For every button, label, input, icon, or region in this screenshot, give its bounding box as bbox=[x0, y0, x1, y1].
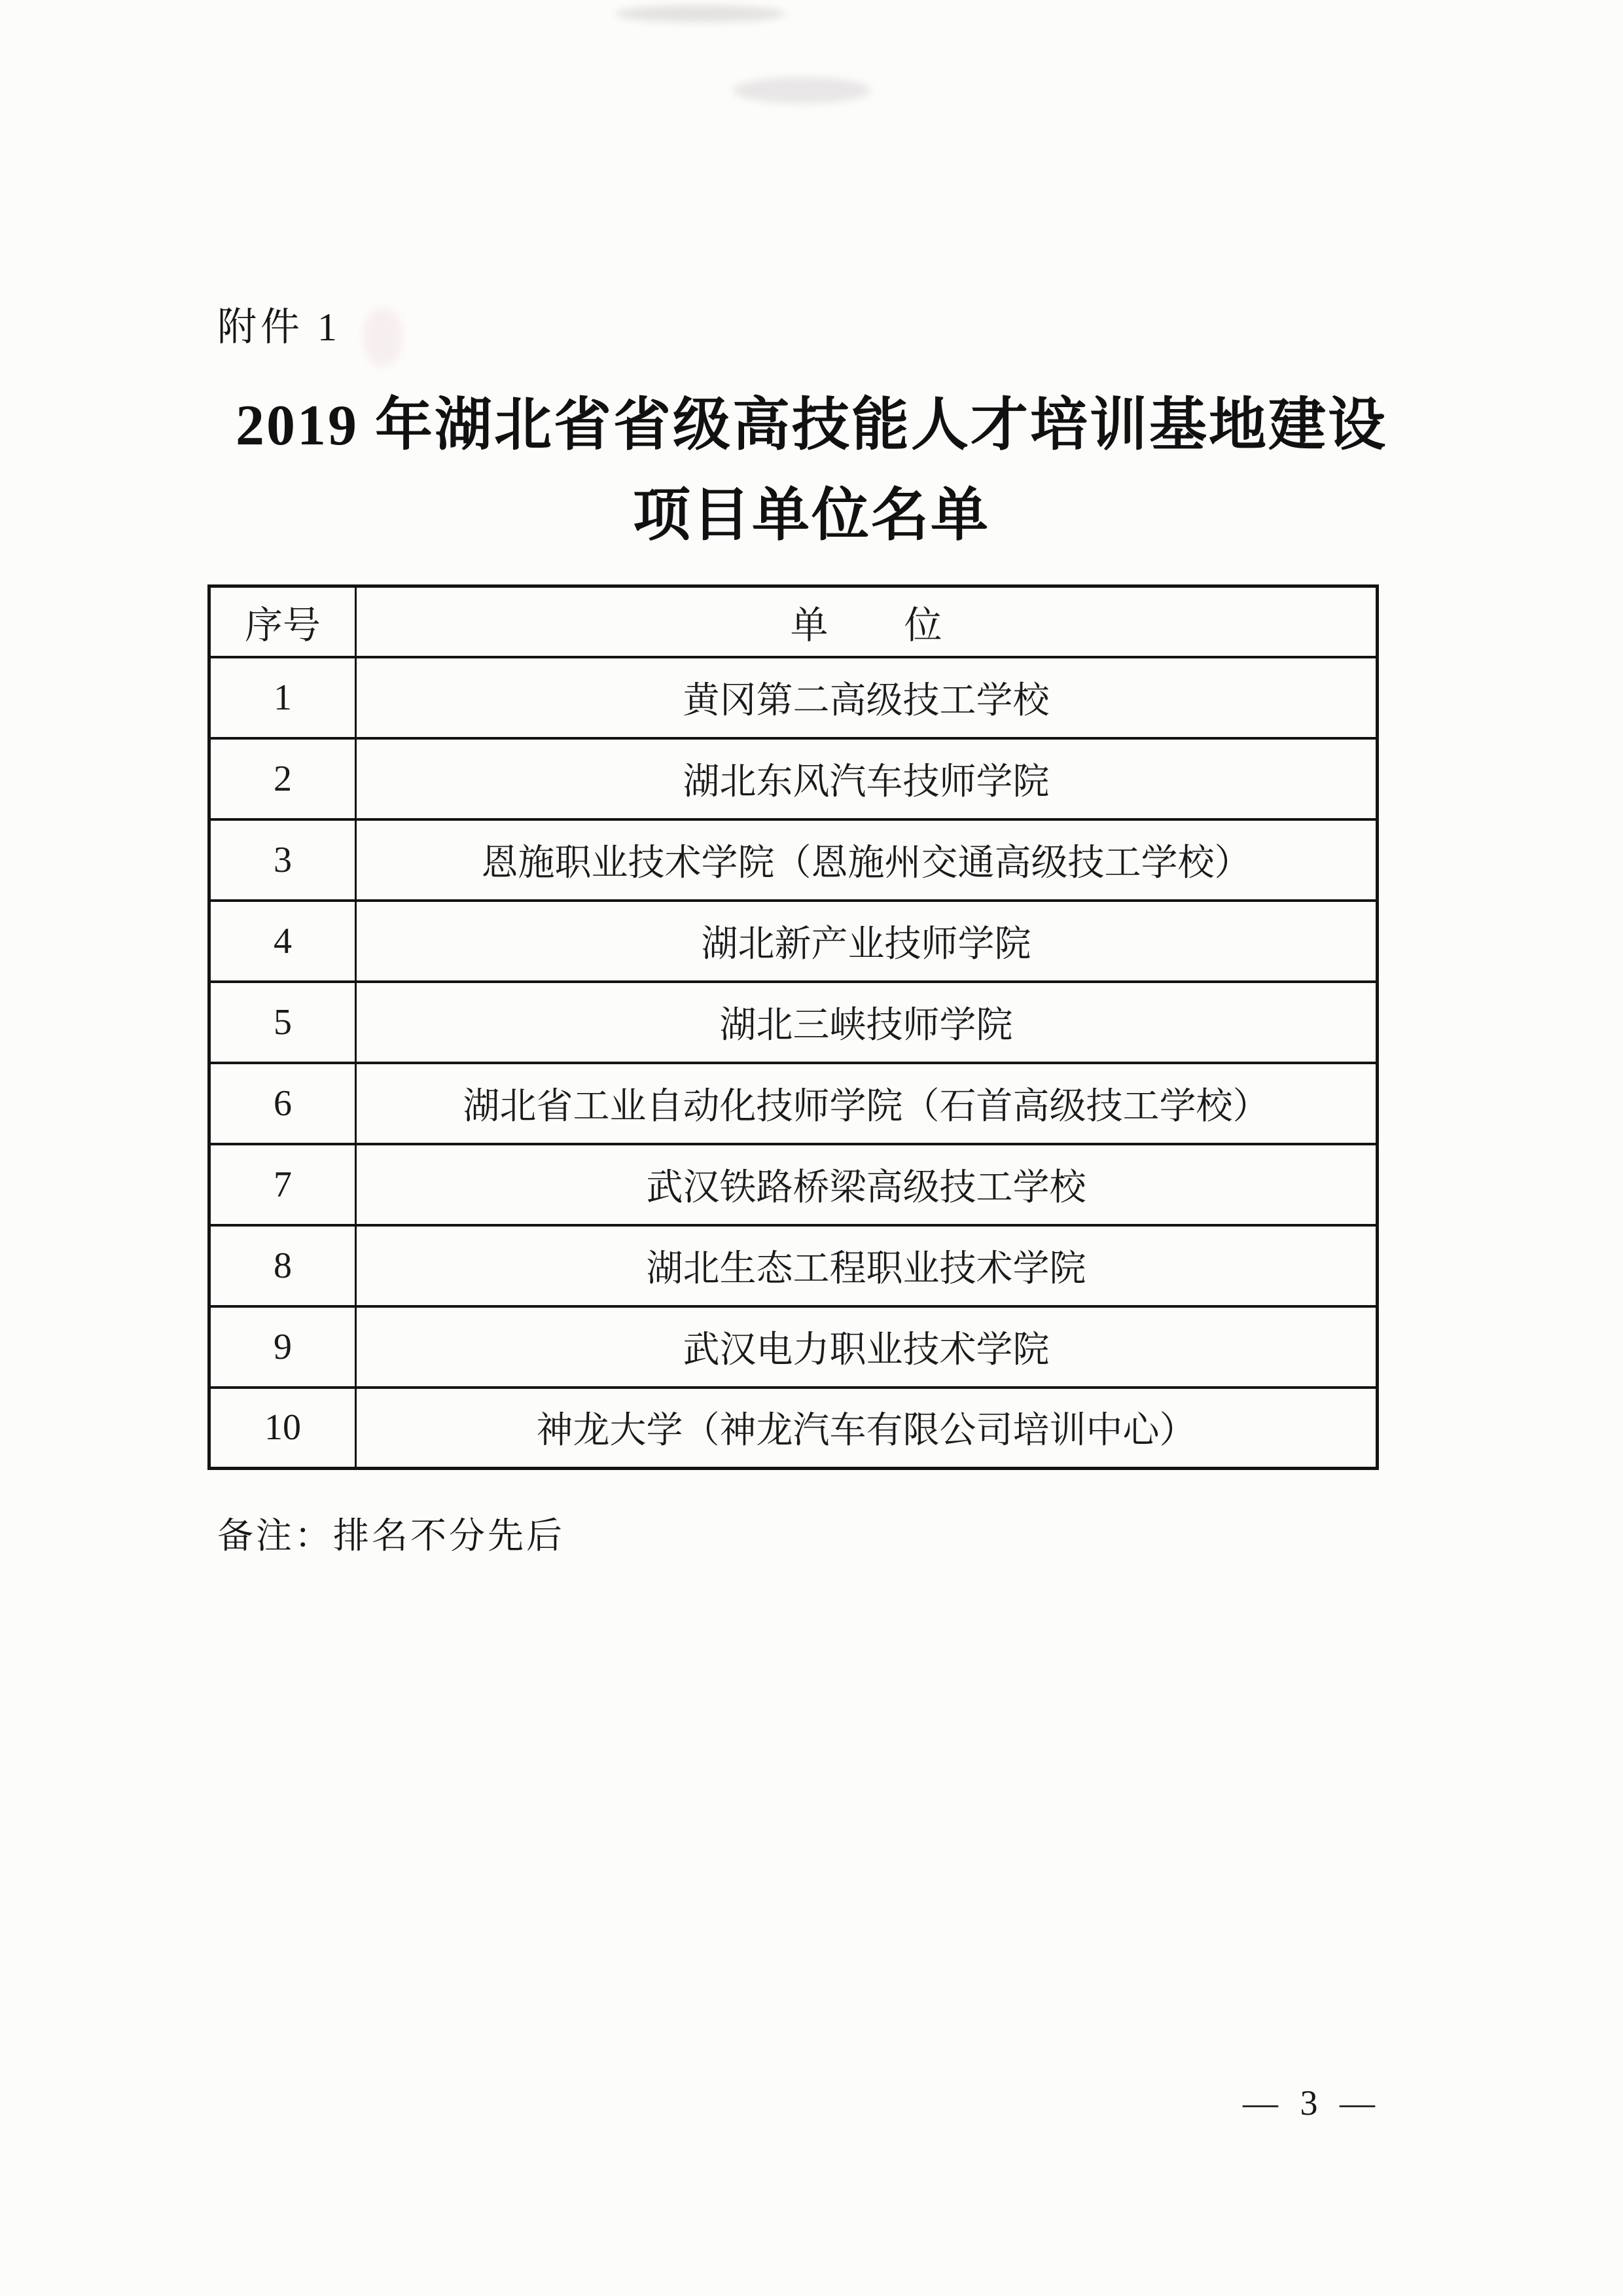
document-title bbox=[0, 381, 1623, 562]
document-title-line1: 2019 年湖北省省级高技能人才培训基地建设 bbox=[235, 394, 1387, 457]
table-row bbox=[209, 1144, 1378, 1225]
row-index-cell: 7 bbox=[209, 1144, 356, 1225]
row-index-cell: 2 bbox=[209, 738, 356, 819]
row-unit-cell: 湖北新产业技师学院 bbox=[356, 901, 1378, 982]
row-unit-cell: 湖北省工业自动化技师学院（石首高级技工学校） bbox=[356, 1063, 1378, 1144]
row-index-cell: 1 bbox=[209, 657, 356, 738]
row-unit-cell: 武汉电力职业技术学院 bbox=[356, 1306, 1378, 1388]
row-index-cell: 3 bbox=[209, 819, 356, 901]
row-unit-cell: 湖北东风汽车技师学院 bbox=[356, 738, 1378, 819]
scan-artifact bbox=[615, 5, 785, 22]
table-row bbox=[209, 1306, 1378, 1388]
table-row bbox=[209, 1063, 1378, 1144]
table-row bbox=[209, 1388, 1378, 1469]
attachment-label: 附件 1 bbox=[217, 306, 341, 349]
row-index-cell: 6 bbox=[209, 1063, 356, 1144]
row-index-cell: 5 bbox=[209, 982, 356, 1063]
row-unit-cell: 黄冈第二高级技工学校 bbox=[356, 657, 1378, 738]
table-row bbox=[209, 982, 1378, 1063]
header-unit: 单 位 bbox=[356, 586, 1378, 657]
table-row bbox=[209, 738, 1378, 819]
unit-table bbox=[207, 584, 1379, 1470]
table-row bbox=[209, 901, 1378, 982]
table-header-row bbox=[209, 586, 1378, 657]
header-index: 序号 bbox=[209, 586, 356, 657]
row-unit-cell: 神龙大学（神龙汽车有限公司培训中心） bbox=[356, 1388, 1378, 1469]
scan-artifact bbox=[733, 77, 870, 103]
table-row bbox=[209, 657, 1378, 738]
document-title-line2: 项目单位名单 bbox=[632, 484, 990, 548]
row-index-cell: 4 bbox=[209, 901, 356, 982]
row-unit-cell: 武汉铁路桥梁高级技工学校 bbox=[356, 1144, 1378, 1225]
row-index-cell: 9 bbox=[209, 1306, 356, 1388]
row-index-cell: 10 bbox=[209, 1388, 356, 1469]
row-unit-cell: 湖北生态工程职业技术学院 bbox=[356, 1225, 1378, 1306]
row-unit-cell: 恩施职业技术学院（恩施州交通高级技工学校） bbox=[356, 819, 1378, 901]
scan-artifact bbox=[363, 308, 402, 367]
table-row bbox=[209, 1225, 1378, 1306]
footnote: 备注：排名不分先后 bbox=[217, 1516, 565, 1556]
row-index-cell: 8 bbox=[209, 1225, 356, 1306]
page-number: — 3 — bbox=[1243, 2083, 1382, 2123]
row-unit-cell: 湖北三峡技师学院 bbox=[356, 982, 1378, 1063]
table-row bbox=[209, 819, 1378, 901]
